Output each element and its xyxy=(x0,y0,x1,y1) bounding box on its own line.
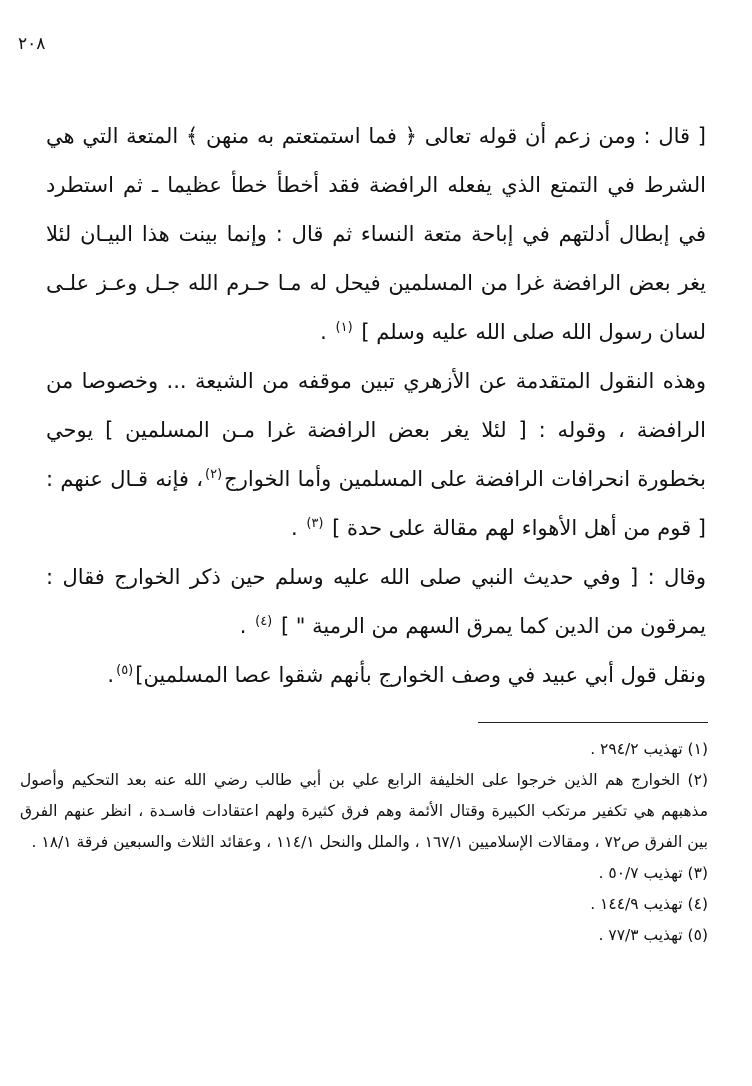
paragraph-3-end: . xyxy=(239,614,247,638)
paragraph-2-text-b: ، فإنه قـال عنهم : [ قوم من أهل الأهواء لهم مقالة على حدة ] xyxy=(46,467,706,540)
footnote-5: (٥) تهذيب ٧٧/٣ . xyxy=(598,926,708,944)
footnote-ref-5: (٥) xyxy=(116,663,134,678)
footnote-ref-1: (١) xyxy=(335,320,353,335)
footnote-divider xyxy=(478,722,708,723)
footnote-1: (١) تهذيب ٢٩٤/٢ . xyxy=(590,740,708,758)
footnote-2: (٢) الخوارج هم الذين خرجوا على الخليفة الرابع علي بن أبي طالب رضي الله عنه بعد التحكيم وأصول مذهبهم هي تكفير مرتكب الكبيرة وقتال الأئمة وهم فرق كثيرة ولهم اعتقادات فاسـدة ، انظر عنهم الفرق بين الفرق ص٧٢ ، ومقالات الإسلاميين ١٦٧/١ ، والملل والنحل ١١٤/١ ، وعقائد الثلاث والسبعين فرقة ١٨/١ . xyxy=(20,771,708,851)
footnote-ref-3: (٣) xyxy=(306,516,324,531)
footnote-ref-2: (٢) xyxy=(205,467,223,482)
paragraph-3-text: وقال : [ وفي حديث النبي صلى الله عليه وسلم حين ذكر الخوارج فقال : يمرقون من الدين كما يمرق السهم من الرمية " ] xyxy=(46,565,706,638)
paragraph-2 xyxy=(46,357,706,553)
paragraph-1 xyxy=(46,112,706,357)
paragraph-4-text: ونقل قول أبي عبيد في وصف الخوارج بأنهم شقوا عصا المسلمين] xyxy=(135,663,706,687)
paragraph-1-text: [ قال : ومن زعم أن قوله تعالى ﴿ فما استمتعتم به منهن ﴾ المتعة التي هي الشرط في التمتع الذي يفعله الرافضة فقد أخطأ خطأ عظيما ـ ثم استطرد في إبطال أدلتهم في إباحة متعة النساء ثم قال : وإنما بينت هذا البيـان لئلا يغر بعض الرافضة غرا من المسلمين فيحل له مـا حـرم الله جـل وعـز علـى لسان رسول الله صلى الله عليه وسلم ] xyxy=(46,124,706,344)
paragraph-4-end: . xyxy=(107,663,115,687)
paragraph-2-text-a: وهذه النقول المتقدمة عن الأزهري تبين موقفه من الشيعة ... وخصوصا من الرافضة ، وقوله : [ لئلا يغر بعض الرافضة غرا مـن المسلمين ] يوحي بخطورة انحرافات الرافضة على المسلمين وأما الخوارج xyxy=(46,369,707,491)
page-number: ٢٠٨ xyxy=(18,34,46,54)
paragraph-1-end: . xyxy=(320,320,327,344)
footnotes xyxy=(20,734,708,951)
footnote-4: (٤) تهذيب ١٤٤/٩ . xyxy=(590,895,708,913)
paragraph-3 xyxy=(46,553,706,651)
paragraph-2-end: . xyxy=(290,516,298,540)
footnote-3: (٣) تهذيب ٥٠/٧ . xyxy=(598,864,708,882)
paragraph-4 xyxy=(46,651,706,700)
footnote-ref-4: (٤) xyxy=(255,614,273,629)
main-text xyxy=(46,112,706,700)
